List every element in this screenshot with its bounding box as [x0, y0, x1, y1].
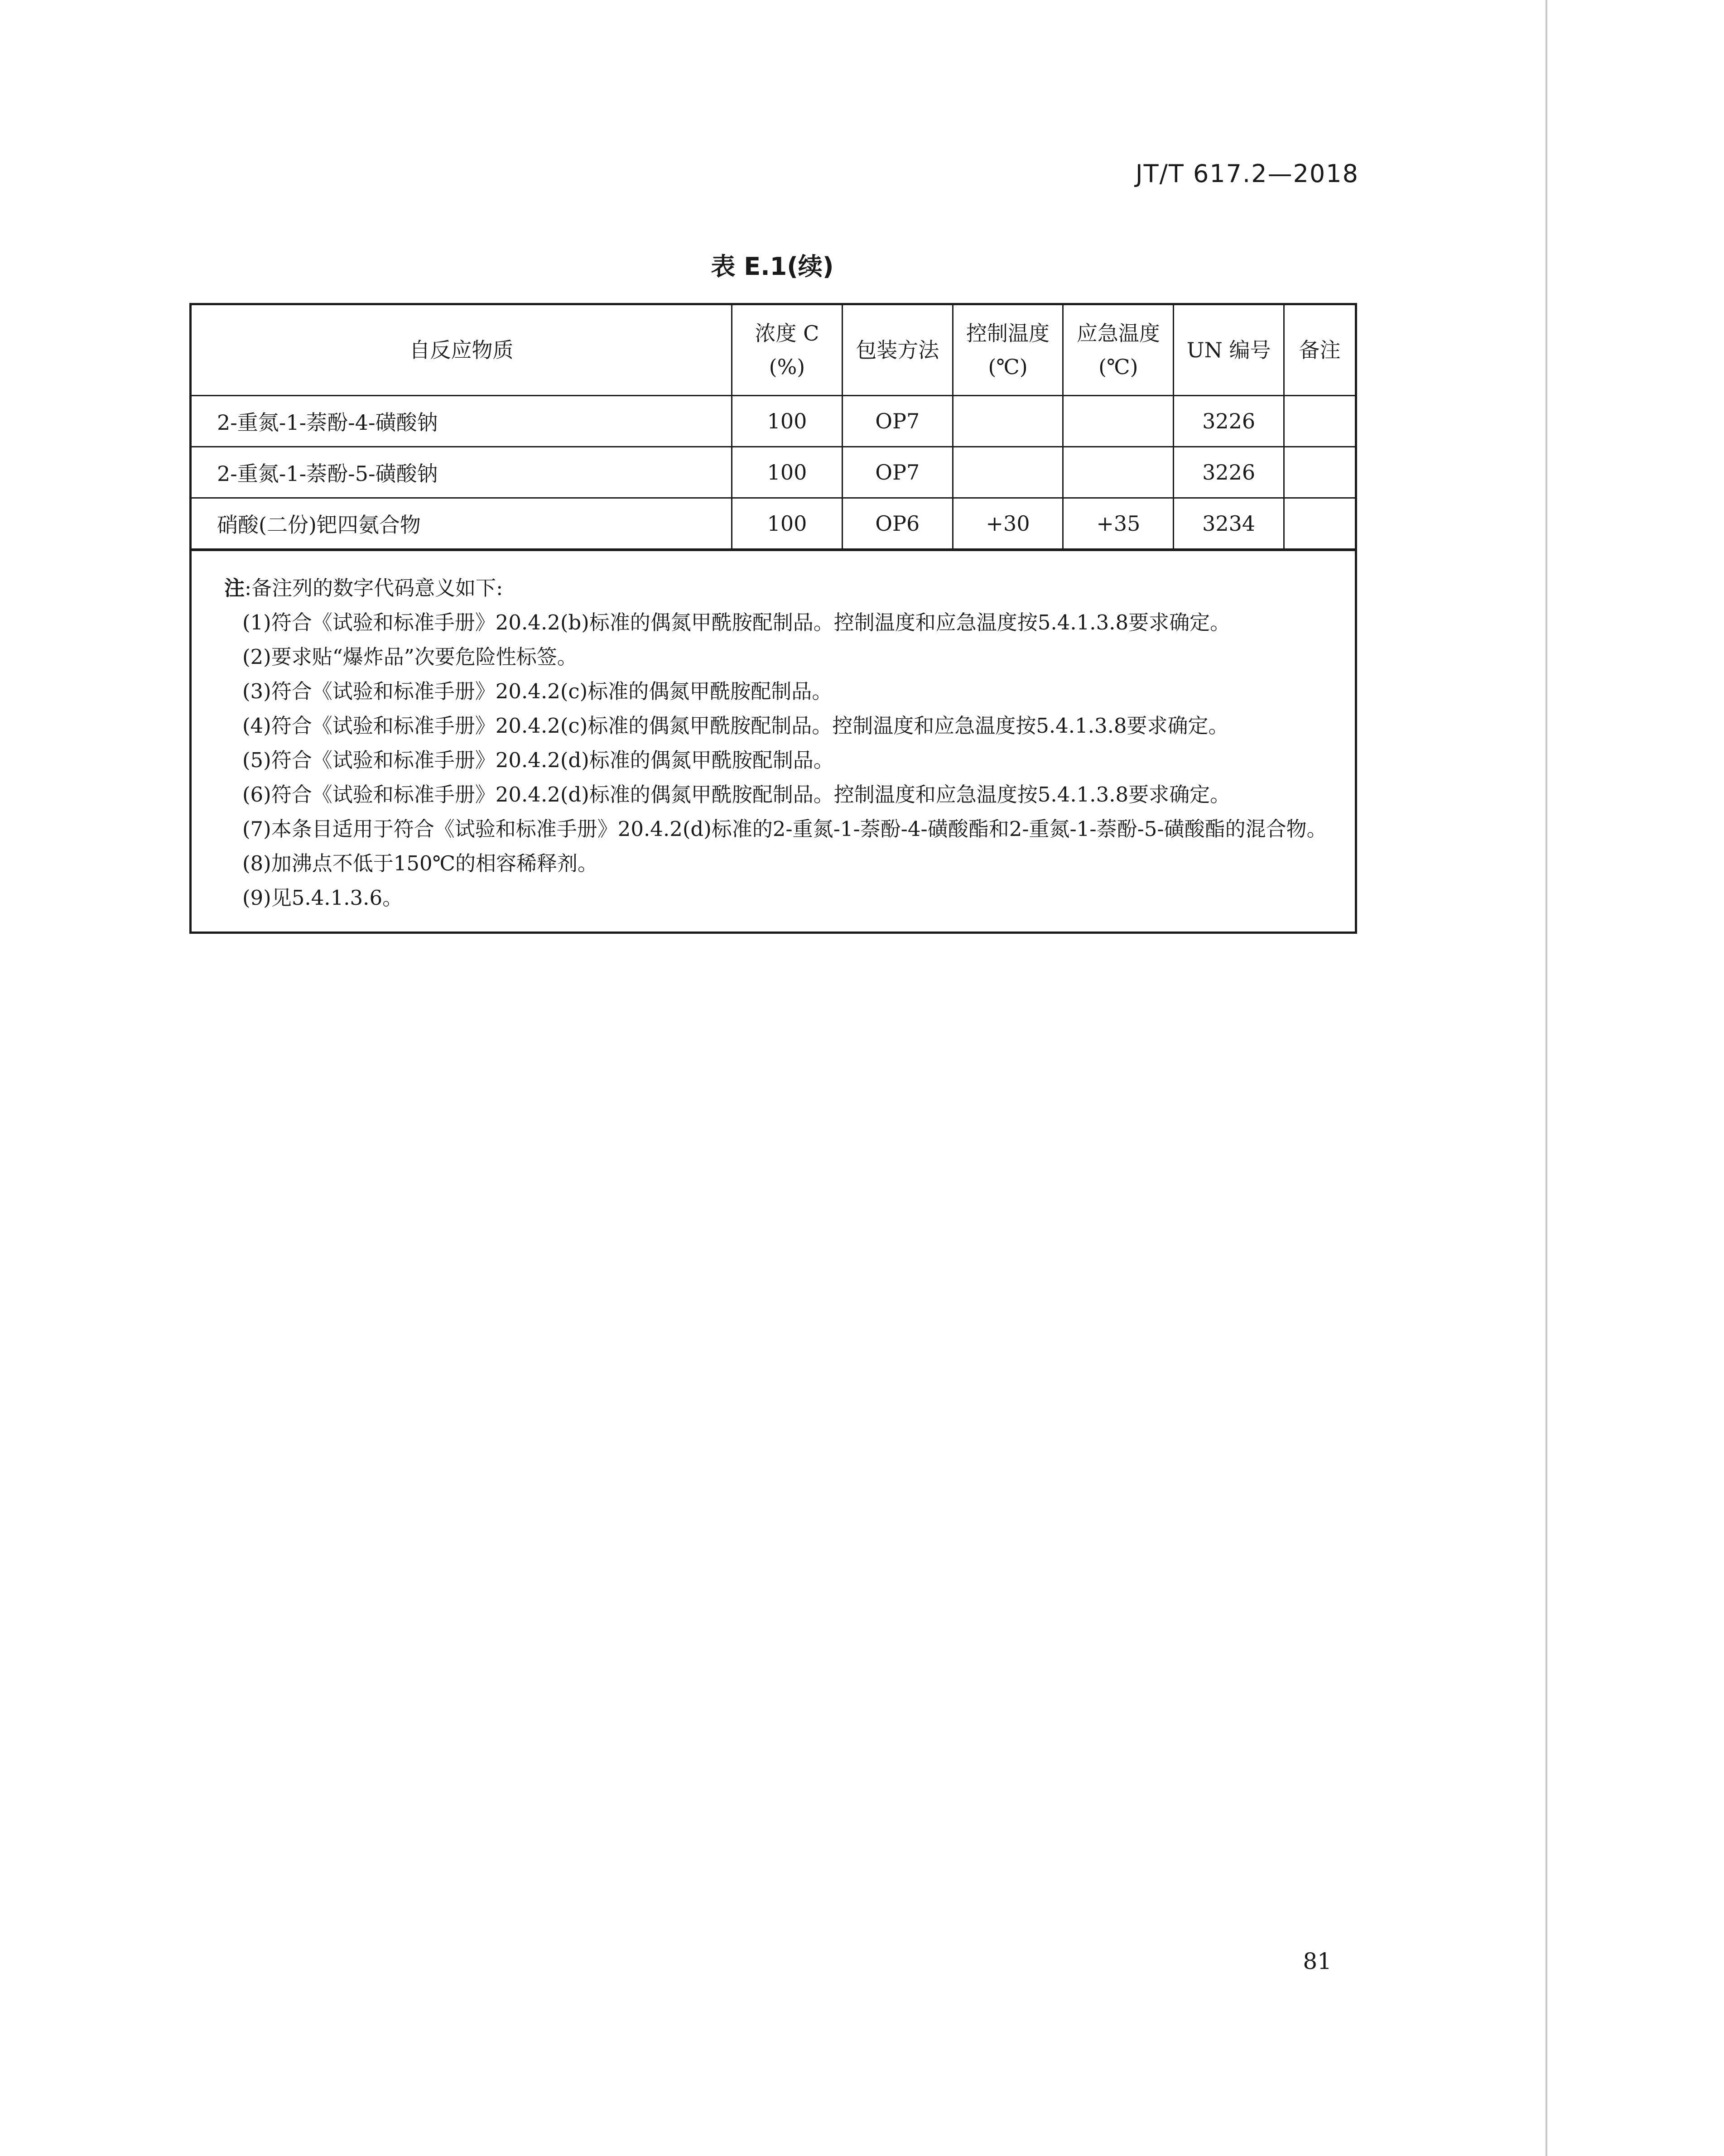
page-number: 81: [1303, 1948, 1332, 1974]
notes-heading: [224, 571, 1344, 605]
note-item: (9)见5.4.1.3.6。: [242, 886, 403, 910]
note-item: (1)符合《试验和标准手册》20.4.2(b)标准的偶氮甲酰胺配制品。控制温度和应急温度按5.4.1.3.8要求确定。: [242, 610, 1231, 634]
column-header-emergency-temperature: 应急温度 (℃): [1063, 305, 1174, 396]
note-item: (4)符合《试验和标准手册》20.4.2(c)标准的偶氮甲酰胺配制品。控制温度和应急温度按5.4.1.3.8要求确定。: [242, 714, 1229, 738]
cell-control-temperature: [953, 396, 1063, 447]
note-item: (7)本条目适用于符合《试验和标准手册》20.4.2(d)标准的2-重氮-1-萘酚-4-磺酸酯和2-重氮-1-萘酚-5-磺酸酯的混合物。: [242, 817, 1327, 841]
cell-packing-method: OP7: [842, 396, 953, 447]
table-header-row: [192, 305, 1355, 396]
notes-intro: :备注列的数字代码意义如下:: [245, 576, 503, 600]
table-row: [192, 498, 1355, 549]
cell-emergency-temperature: [1063, 447, 1174, 498]
substance-table: [189, 303, 1357, 934]
substance-table-grid: [192, 305, 1355, 550]
column-header-substance: 自反应物质: [192, 305, 732, 396]
cell-remarks: [1284, 396, 1355, 447]
cell-un-number: 3234: [1174, 498, 1284, 549]
cell-emergency-temperature: [1063, 396, 1174, 447]
column-header-concentration: 浓度 C (%): [732, 305, 843, 396]
document-code: JT/T 617.2—2018: [1135, 159, 1359, 188]
cell-substance: 硝酸(二份)钯四氨合物: [192, 498, 732, 549]
note-item: (3)符合《试验和标准手册》20.4.2(c)标准的偶氮甲酰胺配制品。: [242, 679, 833, 703]
cell-un-number: 3226: [1174, 447, 1284, 498]
column-header-remarks: 备注: [1284, 305, 1355, 396]
column-header-packing-method: 包装方法: [842, 305, 953, 396]
note-item: (8)加沸点不低于150℃的相容稀释剂。: [242, 851, 598, 875]
note-item: (5)符合《试验和标准手册》20.4.2(d)标准的偶氮甲酰胺配制品。: [242, 748, 834, 772]
cell-concentration: 100: [732, 498, 843, 549]
cell-substance: 2-重氮-1-萘酚-4-磺酸钠: [192, 396, 732, 447]
cell-remarks: [1284, 498, 1355, 549]
cell-control-temperature: [953, 447, 1063, 498]
cell-concentration: 100: [732, 447, 843, 498]
table-title: 表 E.1(续): [711, 252, 834, 281]
note-item: (2)要求贴“爆炸品”次要危险性标签。: [242, 645, 578, 669]
cell-concentration: 100: [732, 396, 843, 447]
cell-packing-method: OP6: [842, 498, 953, 549]
cell-emergency-temperature: +35: [1063, 498, 1174, 549]
note-item: (6)符合《试验和标准手册》20.4.2(d)标准的偶氮甲酰胺配制品。控制温度和应急温度按5.4.1.3.8要求确定。: [242, 783, 1231, 807]
column-header-un-number: UN 编号: [1174, 305, 1284, 396]
cell-remarks: [1284, 447, 1355, 498]
column-header-control-temperature: 控制温度 (℃): [953, 305, 1063, 396]
table-notes: [192, 550, 1355, 932]
notes-label: 注: [224, 576, 245, 600]
table-row: [192, 447, 1355, 498]
page-edge-divider: [1546, 0, 1547, 2156]
cell-substance: 2-重氮-1-萘酚-5-磺酸钠: [192, 447, 732, 498]
table-row: [192, 396, 1355, 447]
cell-control-temperature: +30: [953, 498, 1063, 549]
cell-un-number: 3226: [1174, 396, 1284, 447]
cell-packing-method: OP7: [842, 447, 953, 498]
